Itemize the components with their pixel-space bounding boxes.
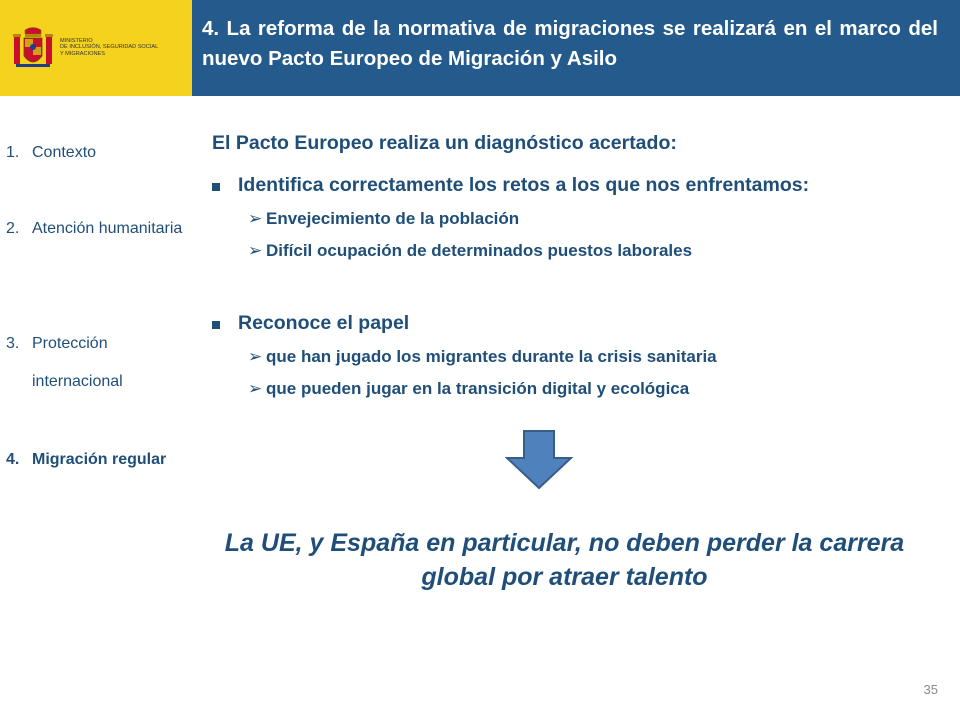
bullet-text: Reconoce el papel bbox=[238, 312, 410, 334]
sidebar-item-label: Protección internacional bbox=[32, 335, 123, 390]
arrow-bullet-icon: ➢ bbox=[248, 347, 263, 366]
arrow-bullet-icon: ➢ bbox=[248, 209, 263, 228]
intro-heading: El Pacto Europeo realiza un diagnóstico acertado: bbox=[212, 132, 677, 154]
page-number: 35 bbox=[923, 682, 938, 697]
sidebar-item-number: 2. bbox=[6, 220, 20, 237]
ministry-logo bbox=[0, 0, 192, 96]
sidebar-item-number: 4. bbox=[6, 451, 20, 468]
coat-of-arms-icon bbox=[12, 26, 54, 72]
bullet-text: Identifica correctamente los retos a los que nos enfrentamos: bbox=[238, 174, 810, 196]
sub-item-text: Difícil ocupación de determinados puestos laborales bbox=[266, 241, 693, 260]
arrow-bullet-icon: ➢ bbox=[248, 241, 263, 260]
sub-item-text: que pueden jugar en la transición digital y ecológica bbox=[266, 379, 690, 398]
sidebar-item-label: Contexto bbox=[32, 144, 97, 161]
square-bullet-icon bbox=[212, 321, 220, 329]
conclusion-text: La UE, y España en particular, no deben perder la carrera global por atraer talento bbox=[224, 529, 905, 591]
down-arrow-icon bbox=[505, 430, 573, 490]
sidebar-item-label: Migración regular bbox=[32, 451, 167, 468]
square-bullet-icon bbox=[212, 183, 220, 191]
slide-title: 4. La reforma de la normativa de migraciones se realizará en el marco del nuevo Pacto Europeo de Migración y Asilo bbox=[202, 17, 938, 70]
sub-item-text: que han jugado los migrantes durante la crisis sanitaria bbox=[266, 347, 717, 366]
sidebar-item-label: Atención humanitaria bbox=[32, 220, 183, 237]
sub-item-text: Envejecimiento de la población bbox=[266, 209, 520, 228]
sidebar-item-number: 1. bbox=[6, 144, 20, 161]
arrow-bullet-icon: ➢ bbox=[248, 379, 263, 398]
ministry-name: MINISTERIO DE INCLUSIÓN, SEGURIDAD SOCIAL Y MIGRACIONES bbox=[60, 38, 159, 57]
title-bar bbox=[192, 0, 960, 96]
sidebar-item-number: 3. bbox=[6, 335, 20, 352]
